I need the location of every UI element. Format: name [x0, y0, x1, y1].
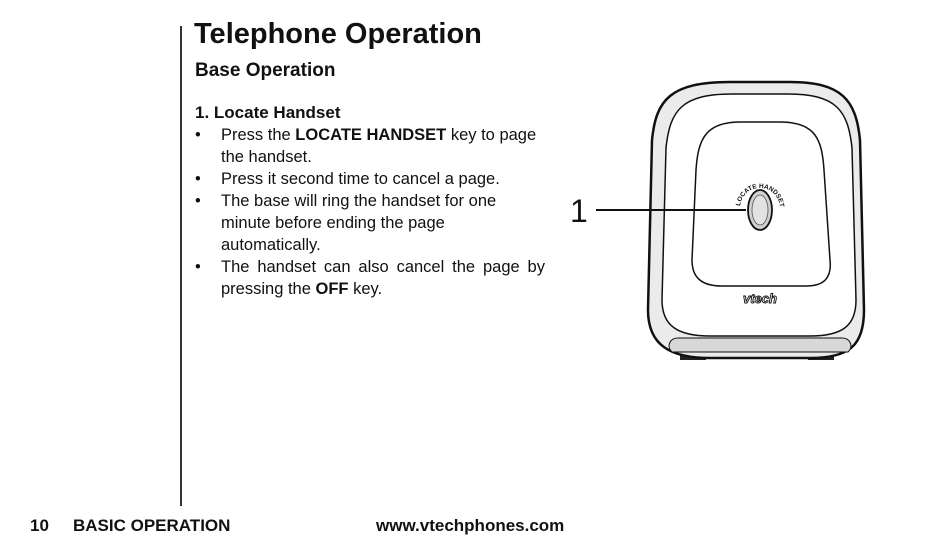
vertical-divider [180, 26, 182, 506]
bullet-icon: • [195, 126, 201, 144]
list-item [195, 168, 545, 190]
base-unit-illustration [560, 60, 880, 370]
list-item-text: The handset can also cancel the page by pressing the [221, 258, 545, 298]
page-number: 10 [30, 516, 49, 535]
footer-section: BASIC OPERATION [73, 516, 231, 535]
list-item-text: key to page the handset. [221, 126, 537, 166]
locate-handset-button-face [752, 195, 768, 225]
list-item [195, 190, 545, 256]
list-item-text: The base will ring the handset for one minute before ending the page automatically. [221, 192, 497, 254]
list-item [195, 256, 545, 300]
instruction-list [195, 124, 545, 300]
page-subtitle: Base Operation [195, 60, 336, 81]
bullet-icon: • [195, 258, 201, 276]
vtech-logo: vtech [743, 291, 777, 306]
key-name: LOCATE HANDSET [295, 126, 447, 144]
section-heading: 1. Locate Handset [195, 103, 341, 122]
page-title: Telephone Operation [194, 18, 482, 50]
list-item-text: Press it second time to cancel a page. [221, 170, 500, 188]
key-name: OFF [315, 280, 349, 298]
callout-number: 1 [570, 193, 588, 229]
bullet-icon: • [195, 192, 201, 210]
footer-url: www.vtechphones.com [376, 516, 565, 535]
base-bottom-band [669, 338, 851, 352]
locate-handset-button-label: LOCATE HANDSET [735, 182, 786, 208]
bullet-icon: • [195, 170, 201, 188]
list-item-text: key. [348, 280, 383, 298]
list-item [195, 124, 545, 168]
list-item-text: Press the [221, 126, 296, 144]
